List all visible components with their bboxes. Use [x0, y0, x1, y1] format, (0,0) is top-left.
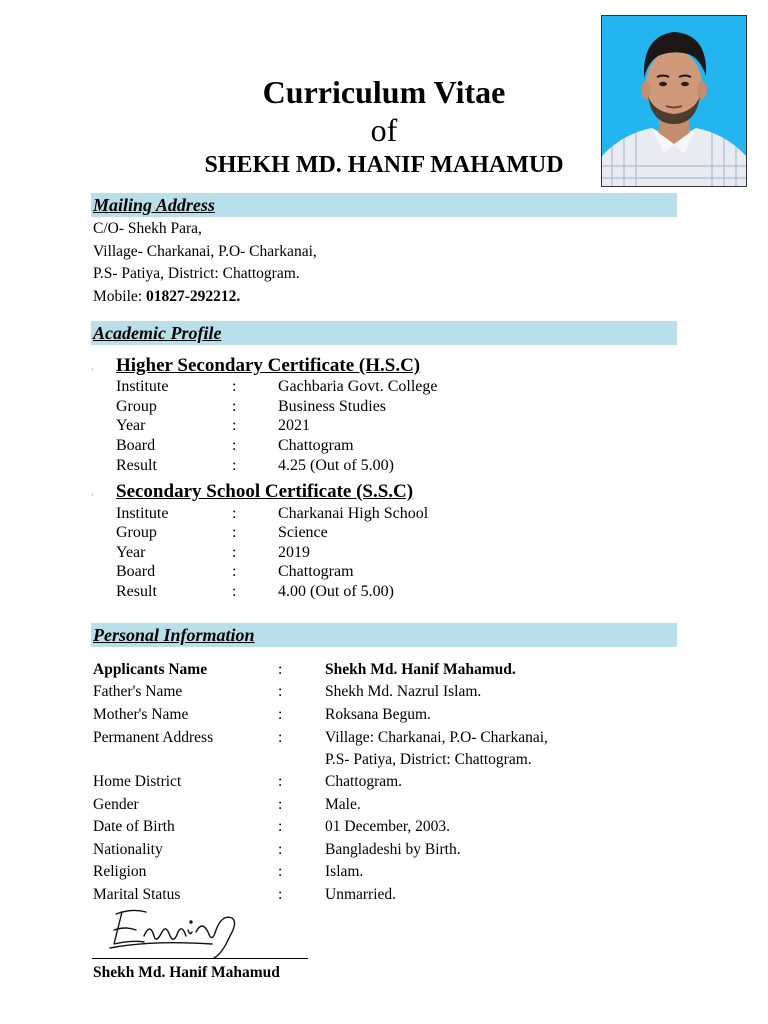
mailing-line-1: C/O- Shekh Para,	[93, 220, 202, 237]
personal-row-sep: :	[278, 818, 283, 835]
hsc-row-key: Result	[116, 457, 157, 474]
ssc-row-value: 2019	[278, 544, 310, 561]
hsc-row-sep: :	[232, 398, 237, 415]
personal-row-value: Male.	[325, 796, 361, 813]
mailing-line-2: Village- Charkanai, P.O- Charkanai,	[93, 243, 317, 260]
ssc-row-sep: :	[232, 583, 237, 600]
mobile-number: 01827-292212.	[145, 288, 241, 305]
personal-row-value: Village: Charkanai, P.O- Charkanai,	[325, 729, 548, 746]
ssc-row-value: Science	[278, 524, 328, 541]
document-title: Curriculum Vitae	[262, 74, 506, 110]
personal-row-key: Father's Name	[93, 683, 183, 700]
personal-row-sep: :	[278, 683, 283, 700]
personal-row-sep: :	[278, 706, 283, 723]
ssc-row-key: Result	[116, 583, 157, 600]
bullet-marker: ·	[91, 491, 94, 500]
personal-row-sep: :	[278, 661, 283, 678]
ssc-title: Secondary School Certificate (S.S.C)	[116, 481, 414, 502]
hsc-row	[116, 397, 596, 417]
personal-row-value: Shekh Md. Hanif Mahamud.	[325, 661, 516, 678]
hsc-row-value: Gachbaria Govt. College	[278, 378, 438, 395]
personal-row-sep: :	[278, 863, 283, 880]
personal-row-key: Applicants Name	[93, 661, 208, 678]
personal-row-sep: :	[278, 796, 283, 813]
personal-row-value: P.S- Patiya, District: Chattogram.	[325, 751, 532, 768]
applicant-name-heading: SHEKH MD. HANIF MAHAMUD	[204, 152, 564, 178]
person-portrait-icon	[602, 16, 746, 186]
mobile-label: Mobile:	[93, 288, 146, 305]
section-bar-academic	[91, 321, 677, 345]
ssc-row	[116, 582, 596, 602]
handwritten-signature	[92, 900, 312, 960]
personal-row-key: Gender	[93, 796, 139, 813]
hsc-row-key: Year	[116, 417, 146, 434]
personal-row-key: Marital Status	[93, 886, 181, 903]
ssc-row	[116, 504, 596, 524]
personal-row-key: Home District	[93, 773, 182, 790]
personal-row-value: Chattogram.	[325, 773, 403, 790]
section-heading-mailing: Mailing Address	[93, 195, 215, 215]
ssc-row	[116, 562, 596, 582]
hsc-row-sep: :	[232, 437, 237, 454]
ssc-row-key: Institute	[116, 505, 169, 522]
signature-name: Shekh Md. Hanif Mahamud	[93, 964, 280, 981]
section-heading-academic: Academic Profile	[93, 323, 222, 343]
hsc-row-key: Group	[116, 398, 157, 415]
personal-row-value: Shekh Md. Nazrul Islam.	[325, 683, 482, 700]
personal-row-sep: :	[278, 773, 283, 790]
hsc-row	[116, 377, 596, 397]
hsc-row-value: 2021	[278, 417, 310, 434]
personal-row-sep: :	[278, 729, 283, 746]
hsc-row-value: Chattogram	[278, 437, 354, 454]
personal-row-value: Islam.	[325, 863, 364, 880]
hsc-row	[116, 436, 596, 456]
bullet-marker: ·	[91, 365, 94, 374]
personal-row-value: Bangladeshi by Birth.	[325, 841, 461, 858]
personal-row-key: Religion	[93, 863, 147, 880]
ssc-row-sep: :	[232, 544, 237, 561]
ssc-row-key: Year	[116, 544, 146, 561]
hsc-row-sep: :	[232, 457, 237, 474]
personal-row-key: Permanent Address	[93, 729, 214, 746]
profile-photo	[601, 15, 747, 187]
personal-row-sep: :	[278, 886, 283, 903]
personal-row-sep: :	[278, 841, 283, 858]
ssc-row-key: Board	[116, 563, 156, 580]
hsc-row-value: 4.25 (Out of 5.00)	[278, 457, 394, 474]
hsc-title: Higher Secondary Certificate (H.S.C)	[116, 355, 421, 376]
hsc-row	[116, 416, 596, 436]
personal-row-key: Nationality	[93, 841, 163, 858]
personal-row-key: Date of Birth	[93, 818, 175, 835]
hsc-row-sep: :	[232, 378, 237, 395]
ssc-row-value: Chattogram	[278, 563, 354, 580]
hsc-row-sep: :	[232, 417, 237, 434]
hsc-row	[116, 456, 596, 476]
section-bar-personal	[91, 623, 677, 647]
mailing-line-3: P.S- Patiya, District: Chattogram.	[93, 265, 300, 282]
section-heading-personal: Personal Information	[93, 625, 255, 645]
personal-row-key: Mother's Name	[93, 706, 189, 723]
ssc-row-sep: :	[232, 563, 237, 580]
personal-row-value: 01 December, 2003.	[325, 818, 451, 835]
ssc-row-value: 4.00 (Out of 5.00)	[278, 583, 394, 600]
ssc-row-value: Charkanai High School	[278, 505, 429, 522]
section-bar-mailing	[91, 193, 677, 217]
ssc-row	[116, 523, 596, 543]
signature-line	[92, 958, 308, 959]
signature-icon	[92, 900, 312, 960]
ssc-row-key: Group	[116, 524, 157, 541]
mobile-line	[93, 287, 240, 307]
hsc-row-value: Business Studies	[278, 398, 387, 415]
hsc-row-key: Institute	[116, 378, 169, 395]
hsc-row-key: Board	[116, 437, 156, 454]
title-of: of	[370, 112, 398, 148]
ssc-row-sep: :	[232, 524, 237, 541]
ssc-row	[116, 543, 596, 563]
ssc-row-sep: :	[232, 505, 237, 522]
personal-row-value: Roksana Begum.	[325, 706, 431, 723]
personal-row-value: Unmarried.	[325, 886, 397, 903]
